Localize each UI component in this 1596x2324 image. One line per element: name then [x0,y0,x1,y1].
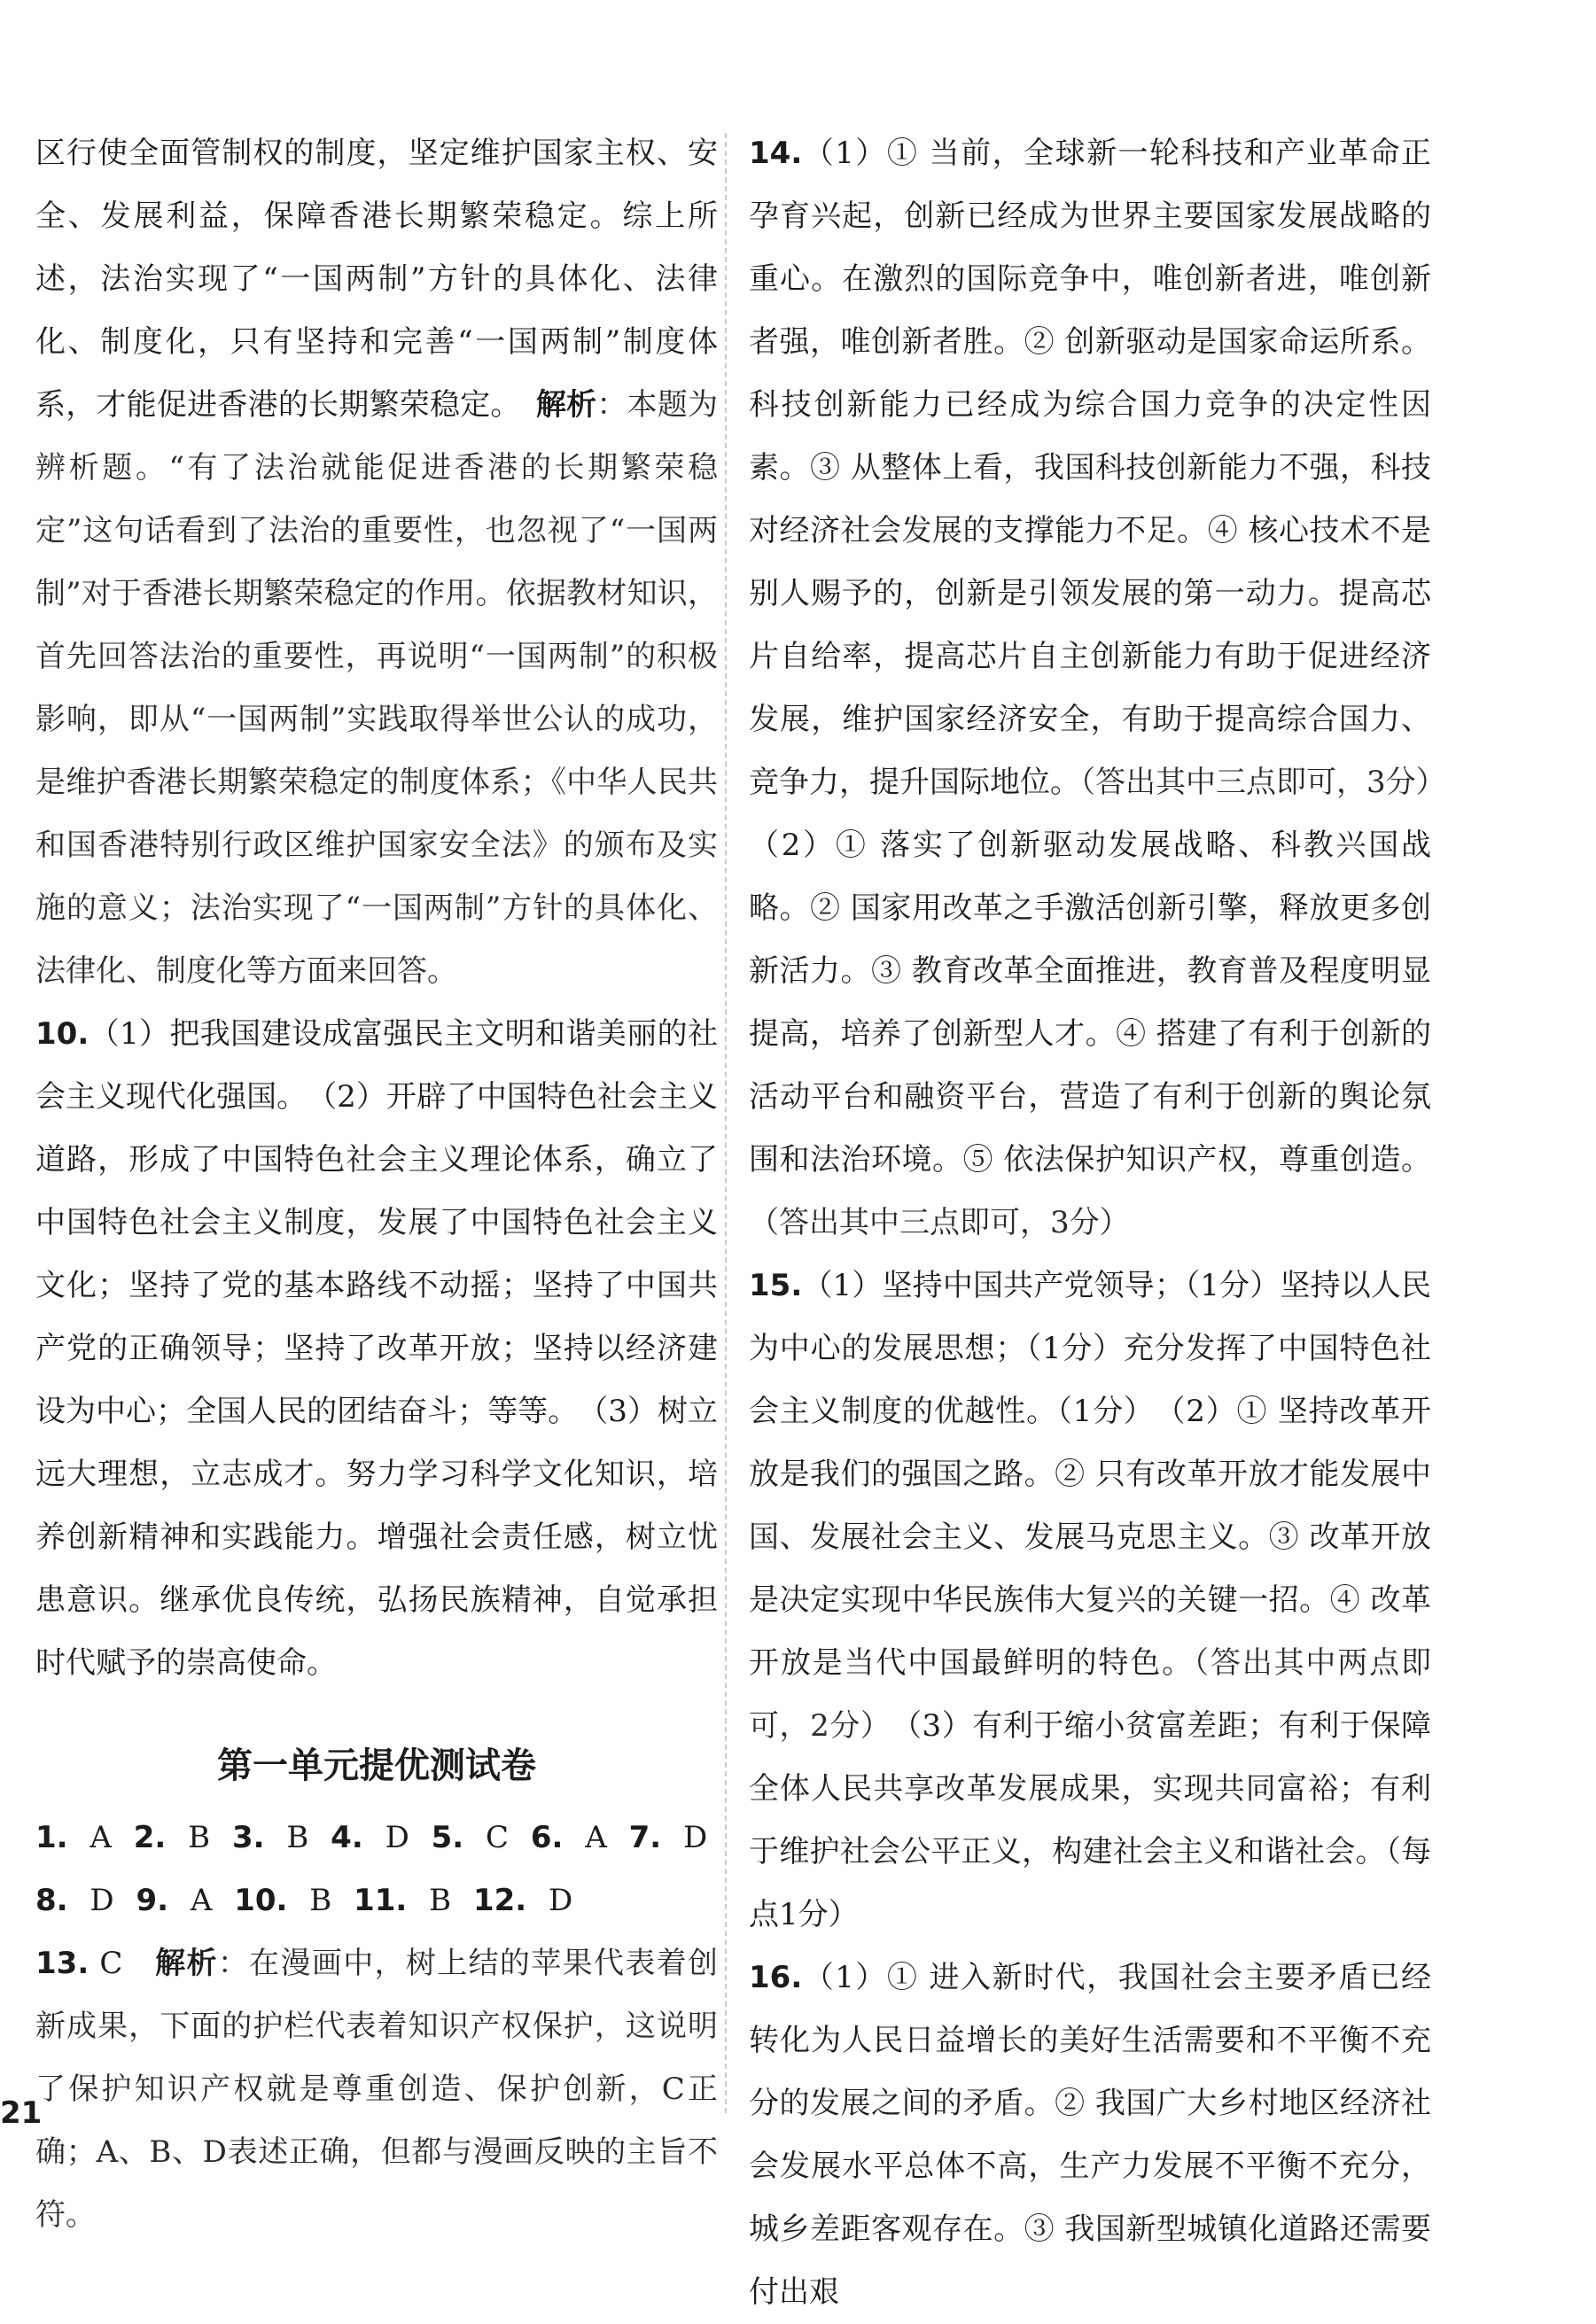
analysis-label: 解析 [155,1946,218,1981]
answer-row-2 [35,1869,718,1932]
answer-item: 3. B [231,1820,309,1855]
answer-item: 1. A [35,1820,112,1855]
section-heading: 第一单元提优测试卷 [217,1745,536,1786]
left-column [35,122,718,2247]
question-number: 14. [749,136,803,171]
question-number: 16. [749,1960,803,1995]
scoring-note: （答出其中两点即可，2分） [749,1645,1431,1744]
answer-item: 8. D [35,1883,114,1918]
answer-item: 4. D [331,1820,409,1855]
answer-text: （1）① 当前，全球新一轮科技和产业革命正孕育兴起，创新已经成为世界主要国家发展战略的重心。在激烈的国际竞争中，唯创新者进，唯创新者强，唯创新者胜。② 创新驱动是国家命运所系。科技创新能力已经成为综合国力竞争的决定性因素。③ 从整体上看，我国科技创新能力不强，科技对经济社会发展的支撑能力不足。④ 核心技术不是别人赐予的，创新是引领发展的第一动力。提高芯片自给率，提高芯片自主创新能力有助于促进经济发展，维护国家经济安全，有助于提高综合国力、竞争力，提升国际地位。 [749,136,1431,800]
answer-item: 12. D [472,1883,573,1918]
answer-text: （1）① 进入新时代，我国社会主要矛盾已经转化为人民日益增长的美好生活需要和不平衡不充分的发展之间的矛盾。② 我国广大乡村地区经济社会发展水平总体不高，生产力发展不平衡不充分，城乡差距客观存在。③ 我国新型城镇化道路还需要付出艰 [749,1960,1431,2310]
paragraph-continued [35,122,718,1003]
answer-item: 10. B [234,1883,332,1918]
answer-item: 2. B [133,1820,211,1855]
analysis-text: ：在漫画中，树上结的苹果代表着创新成果，下面的护栏代表着知识产权保护，这说明了保护知识产权就是尊重创造、保护创新，C正确；A、B、D表述正确，但都与漫画反映的主旨不符。 [35,1946,719,2233]
answer-text: （1）坚持中国共产党领导；（1分）坚持以人民为中心的发展思想；（1分）充分发挥了中国特色社会主义制度的优越性。（1分） （2）① 坚持改革开放是我们的强国之路。② 只有改革开放才能发展中国、发展社会主义、发展马克思主义。③ 改革开放是决定实现中华民族伟大复兴的关键一招。④ 改革开放是当代中国最鲜明的特色。 [749,1268,1431,1681]
answer-item: 7. D [628,1820,708,1855]
answer-text: （2）① 落实了创新驱动发展战略、科教兴国战略。② 国家用改革之手激活创新引擎，释放更多创新活力。③ 教育改革全面推进，教育普及程度明显提高，培养了创新型人才。④ 搭建了有利于创新的活动平台和融资平台，营造了有利于创新的舆论氛围和法治环境。⑤ 依法保护知识产权，尊重创造。 [749,765,1461,1178]
analysis-text: ：本题为辨析题。“有了法治就能促进香港的长期繁荣稳定”这句话看到了法治的重要性，也忽视了“一国两制”对于香港长期繁荣稳定的作用。依据教材知识，首先回答法治的重要性，再说明“一国两制”的积极影响，即从“一国两制”实践取得举世公认的成功，是维护香港长期繁荣稳定的制度体系；《中华人民共和国香港特别行政区维护国家安全法》的颁布及实施的意义；法治实现了“一国两制”方针的具体化、法律化、制度化等方面来回答。 [35,387,719,989]
answer-row-1 [35,1807,718,1869]
analysis-label: 解析 [535,387,597,423]
question-number: 13. [35,1946,90,1981]
answer-item: 5. C [431,1820,510,1855]
right-column [749,122,1461,2324]
question-14 [749,122,1461,1255]
question-10 [35,1003,718,1695]
page-number: 21 [0,2095,43,2131]
question-16 [749,1947,1431,2324]
question-15 [749,1255,1431,1947]
answer-item: 6. A [530,1820,607,1855]
answer-item: 9. A [136,1883,213,1918]
answer-item: 11. B [354,1883,452,1918]
answer-text: 区行使全面管制权的制度，坚定维护国家主权、安全、发展利益，保障香港长期繁荣稳定。综上所述，法治实现了“一国两制”方针的具体化、法律化、制度化，只有坚持和完善“一国两制”制度体系，才能促进香港的长期繁荣稳定。 [35,136,718,423]
question-number: 10. [35,1016,90,1052]
scoring-note: （答出其中三点即可，3分） [1080,765,1431,800]
question-13 [35,1932,718,2247]
answer-choice: C [99,1946,123,1981]
column-divider [725,133,727,2113]
question-number: 15. [749,1268,803,1303]
answer-text: （3）有利于缩小贫富差距；有利于保障全体人民共享改革发展成果，实现共同富裕；有利于维护社会公平正义，构建社会主义和谐社会。（每点1分） [749,1708,1431,1932]
answer-text: （1）把我国建设成富强民主文明和谐美丽的社会主义现代化强国。 （2）开辟了中国特色社会主义道路，形成了中国特色社会主义理论体系，确立了中国特色社会主义制度，发展了中国特色社会主义文化；坚持了党的基本路线不动摇；坚持了中国共产党的正确领导；坚持了改革开放；坚持以经济建设为中心；全国人民的团结奋斗；等等。 （3）树立远大理想，立志成才。努力学习科学文化知识，培养创新精神和实践能力。增强社会责任感，树立忧患意识。继承优良传统，弘扬民族精神，自觉承担时代赋予的崇高使命。 [35,1016,718,1681]
scoring-note: （答出其中三点即可，3分） [749,1205,1130,1240]
